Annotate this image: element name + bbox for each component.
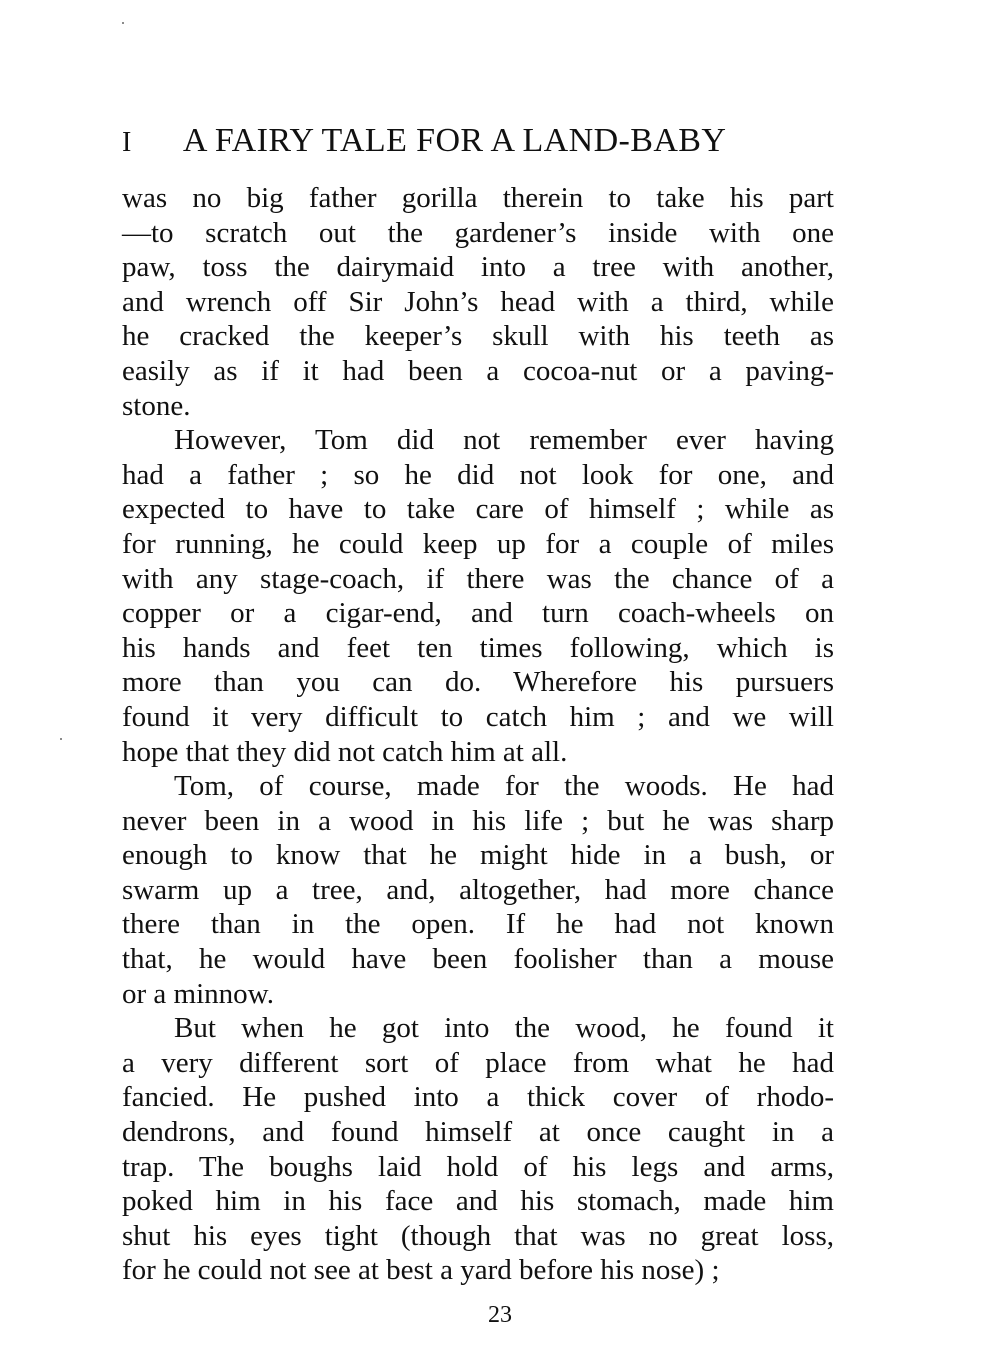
text-line: —to scratch out the gardener’s inside with one [122,216,834,249]
chapter-number: I [122,127,132,158]
text-line: his hands and feet ten times following, which is [122,631,834,664]
paragraph [122,769,834,1011]
running-head-title: A FAIRY TALE FOR A LAND-BABY [182,122,727,159]
text-line: or a minnow. [122,977,274,1010]
paper-speck [122,22,124,24]
text-line: more than you can do. Wherefore his pursuers [122,666,834,699]
text-line: paw, toss the dairymaid into a tree with another, [122,251,834,284]
text-line: easily as if it had been a cocoa-nut or a paving- [122,354,834,387]
text-line: was no big father gorilla therein to take his part [122,182,834,214]
running-head [122,118,842,164]
text-line: swarm up a tree, and, altogether, had more chance [122,873,834,906]
text-line: hope that they did not catch him at all. [122,735,568,768]
text-line: However, Tom did not remember ever having [174,424,834,457]
paragraph [122,423,834,769]
text-line: shut his eyes tight (though that was no great loss, [122,1219,834,1252]
text-line: But when he got into the wood, he found it [174,1012,834,1045]
paragraph [122,1011,834,1288]
text-line: for he could not see at best a yard before his nose) ; [122,1254,720,1287]
text-line: there than in the open. If he had not known [122,908,834,941]
text-line: and wrench off Sir John’s head with a third, while [122,285,834,318]
paper-speck [60,738,62,740]
text-line: found it very difficult to catch him ; and we will [122,700,834,733]
text-line: expected to have to take care of himself ; while as [122,493,834,526]
text-line: enough to know that he might hide in a bush, or [122,839,834,872]
text-line: trap. The boughs laid hold of his legs and arms, [122,1150,834,1183]
text-line: dendrons, and found himself at once caught in a [122,1116,834,1149]
text-line: a very different sort of place from what he had [122,1046,834,1079]
text-line: with any stage-coach, if there was the chance of a [122,562,834,595]
text-line: stone. [122,389,191,422]
text-line: copper or a cigar-end, and turn coach-wheels on [122,597,834,630]
page-number: 23 [488,1302,512,1328]
text-line: fancied. He pushed into a thick cover of rhodo- [122,1081,834,1114]
text-line: had a father ; so he did not look for one, and [122,458,834,491]
text-line: never been in a wood in his life ; but he was sharp [122,804,834,837]
text-line: he cracked the keeper’s skull with his teeth as [122,320,834,353]
text-line: poked him in his face and his stomach, made him [122,1185,834,1218]
text-line: Tom, of course, made for the woods. He had [174,770,834,803]
body-text [122,181,834,1288]
paragraph [122,181,834,423]
text-line: for running, he could keep up for a couple of miles [122,527,834,560]
text-line: that, he would have been foolisher than a mouse [122,943,834,976]
